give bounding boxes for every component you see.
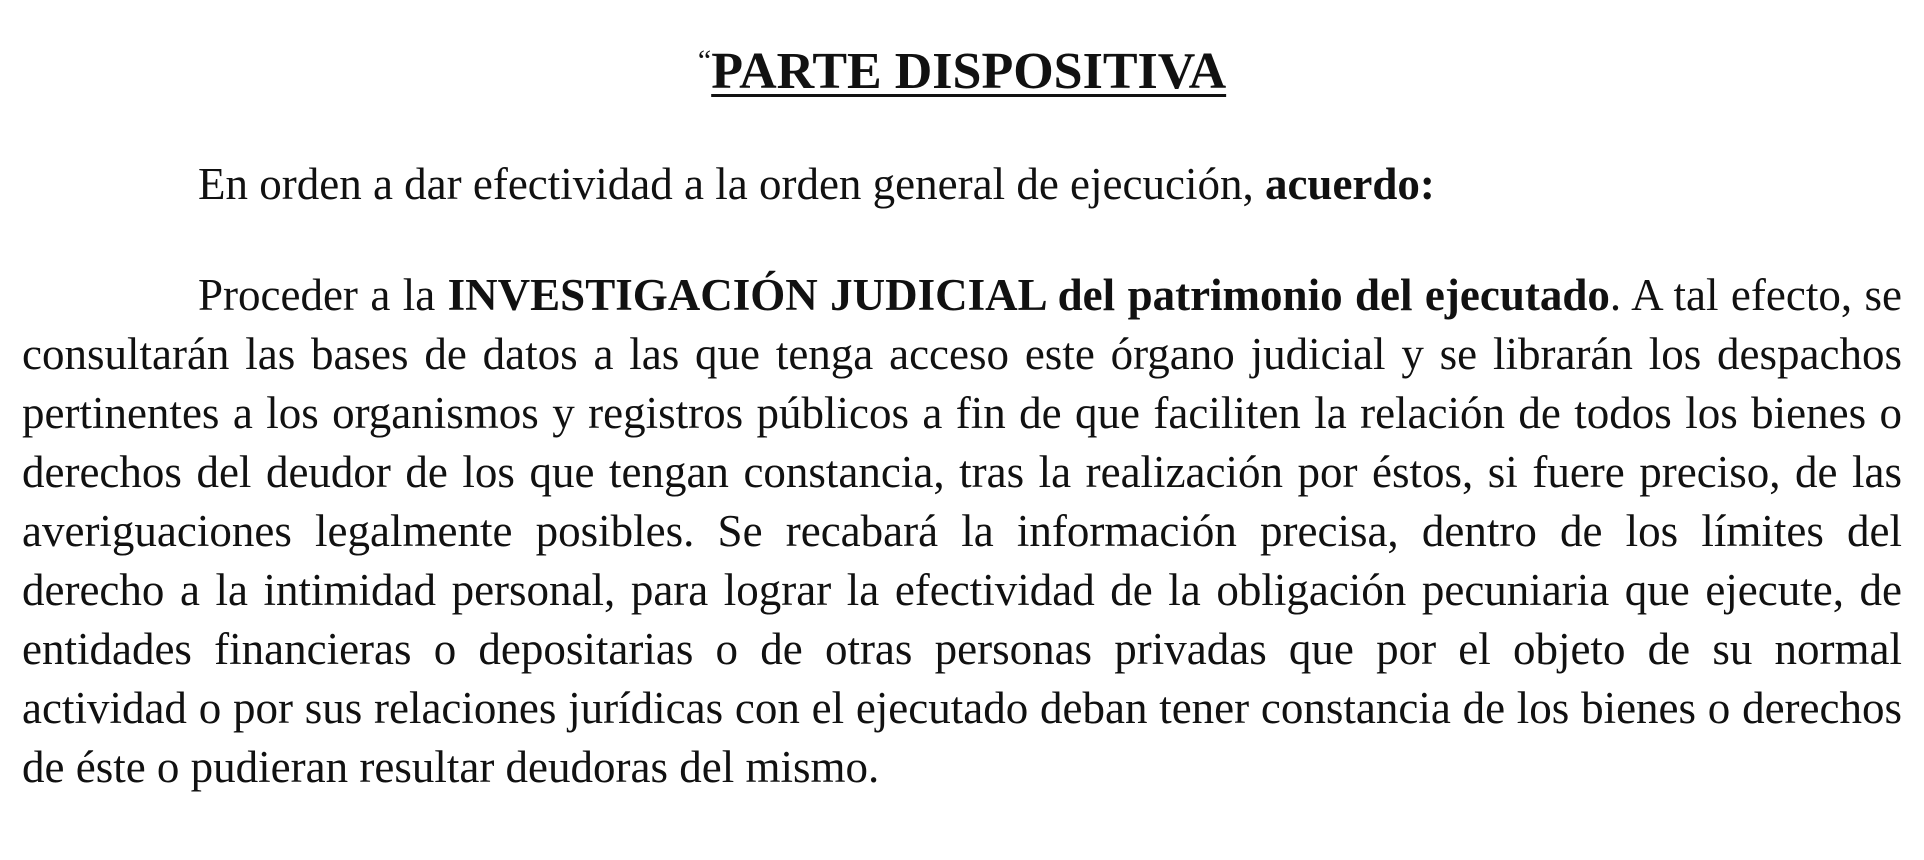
heading-title: PARTE DISPOSITIVA xyxy=(711,43,1227,100)
section-heading xyxy=(0,26,1924,107)
paragraph-1-text: En orden a dar efectividad a la orden general de ejecución, xyxy=(198,159,1265,209)
opening-quote-mark: “ xyxy=(697,44,712,77)
paragraph-2-body: . A tal efecto, se consultarán las bases de datos a las que tenga acceso este órgano judicial y se librarán los despachos pertinentes a los organismos y registros públicos a fin de que faciliten la relación de todos los bienes o derechos del deudor de los que tengan constancia, tras la realización por éstos, si fuere preciso, de las averiguaciones legalmente posibles. Se recabará la información precisa, dentro de los límites del derecho a la intimidad personal, para lograr la efectividad de la obligación pecuniaria que ejecute, de entidades financieras o depositarias o de otras personas privadas que por el objeto de su normal actividad o por sus relaciones jurídicas con el ejecutado deban tener constancia de los bienes o derechos de éste o pudieran resultar deudoras del mismo. xyxy=(22,270,1902,792)
paragraph-investigation xyxy=(22,266,1902,797)
paragraph-agreement xyxy=(22,155,1902,214)
paragraph-1-bold: acuerdo: xyxy=(1264,159,1435,209)
paragraph-2-intro: Proceder a la xyxy=(198,270,448,320)
paragraph-2-bold: INVESTIGACIÓN JUDICIAL del patrimonio del ejecutado xyxy=(447,270,1610,320)
